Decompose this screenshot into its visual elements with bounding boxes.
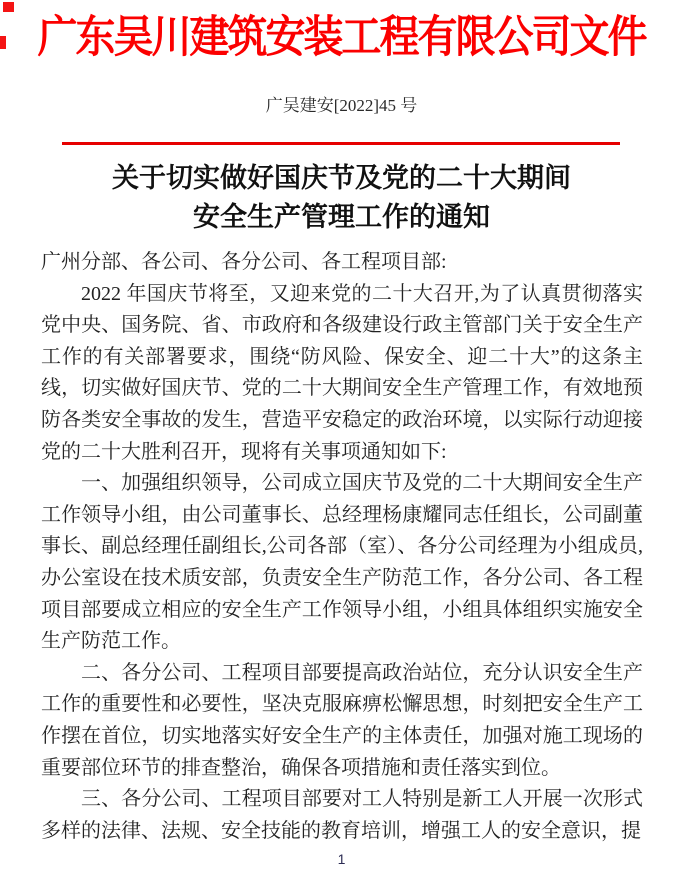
page-number: 1: [337, 851, 346, 867]
paragraph-item-2: 二、各分公司、工程项目部要提高政治站位，充分认识安全生产工作的重要性和必要性，坚决克服麻痹松懈思想，时刻把安全生产工作摆在首位，切实地落实好安全生产的主体责任，加强对施工现场的重要部位环节的排查整治，确保各项措施和责任落实到位。: [41, 661, 643, 779]
document-title: [0, 159, 683, 237]
paragraph-item-3: 三、各分公司、工程项目部要对工人特别是新工人开展一次形式多样的法律、法规、安全技能的教育培训，增强工人的安全意识，提: [41, 788, 643, 842]
company-letterhead-title: 广东吴川建筑安装工程有限公司文件: [37, 11, 646, 62]
red-divider-line: [62, 142, 620, 145]
document-body: [41, 247, 643, 847]
document-title-line2: 安全生产管理工作的通知: [193, 202, 490, 232]
paragraph-intro: 2022 年国庆节将至，又迎来党的二十大召开,为了认真贯彻落实党中央、国务院、省、市政府和各级建设行政主管部门关于安全生产工作的有关部署要求，围绕“防风险、保安全、迎二十大”的这条主线，切实做好国庆节、党的二十大期间安全生产管理工作，有效地预防各类安全事故的发生，营造平安稳定的政治环境，以实际行动迎接党的二十大胜利召开，现将有关事项通知如下:: [41, 282, 643, 463]
document-reference-number: 广吴建安[2022]45 号: [265, 96, 418, 115]
document-title-line1: 关于切实做好国庆节及党的二十大期间: [112, 163, 571, 193]
salutation-line: 广州分部、各公司、各分公司、各工程项目部:: [41, 251, 447, 273]
paragraph-item-1: 一、加强组织领导，公司成立国庆节及党的二十大期间安全生产工作领导小组，由公司董事长、总经理杨康耀同志任组长，公司副董事长、副总经理任副组长,公司各部（室）、各分公司经理为小组成员,办公室设在技术质安部，负责安全生产防范工作，各分公司、各工程项目部要成立相应的安全生产工作领导小组，小组具体组织实施安全生产防范工作。: [41, 472, 643, 653]
